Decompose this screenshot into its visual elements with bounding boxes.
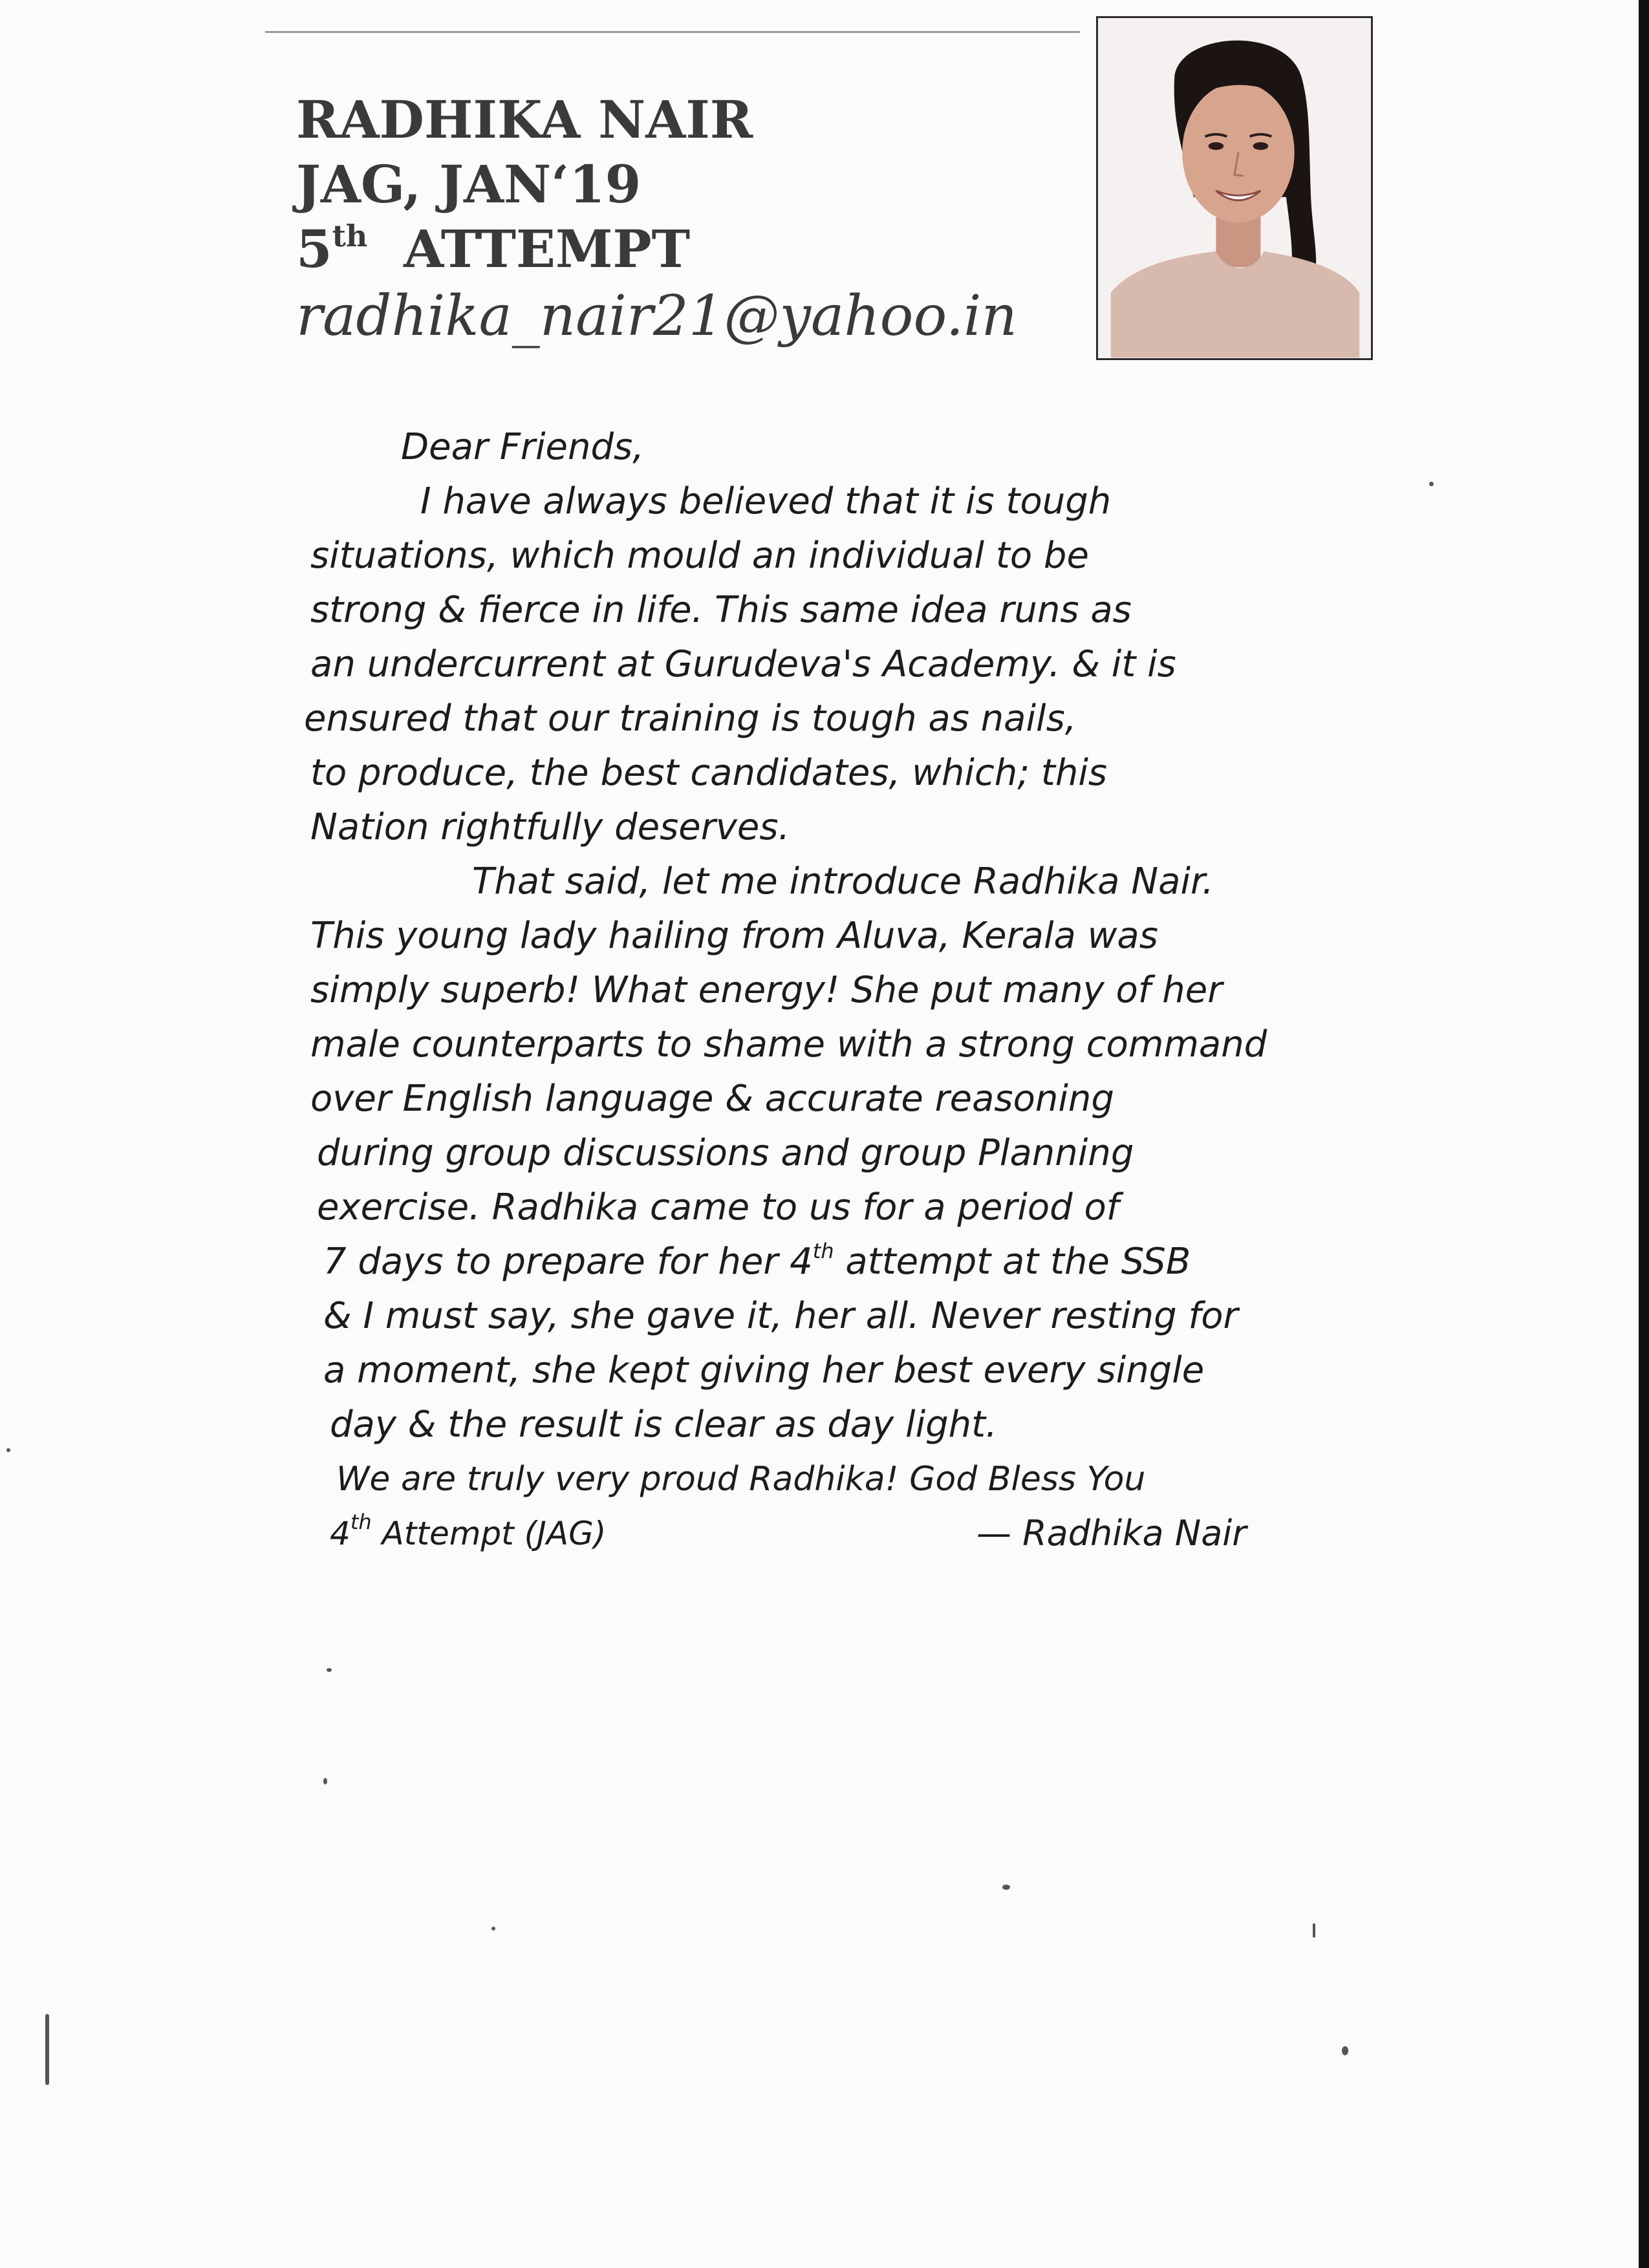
header-rule [265,31,1080,33]
letter-salutation: Dear Friends, [401,426,644,468]
signature-attempt: 4th Attempt (JAG) [330,1510,607,1552]
handwritten-letter [304,420,1449,1561]
scan-speck [491,1927,495,1931]
letter-line: situations, which mould an individual to be [310,535,1089,577]
signature-name: — Radhika Nair [976,1513,1247,1554]
letter-line: exercise. Radhika came to us for a period of [317,1186,1119,1228]
scan-speck [1002,1885,1010,1890]
letter-line: a moment, she kept giving her best every single [323,1349,1205,1391]
candidate-attempt: 5th ATTEMPT [296,219,691,279]
scan-speck [1429,482,1434,486]
letter-line: simply superb! What energy! She put many of her [310,969,1223,1011]
letter-line: That said, let me introduce Radhika Nair. [472,861,1214,903]
letter-line: over English language & accurate reasoning [310,1078,1114,1120]
letter-signature [304,1506,1449,1561]
letter-line: & I must say, she gave it, her all. Never resting for [323,1295,1238,1337]
letter-line: ensured that our training is tough as nails, [304,698,1077,740]
letter-line: Nation rightfully deserves. [310,806,790,848]
portrait-photo-icon [1098,18,1371,358]
letter-line: strong & fierce in life. This same idea runs as [310,589,1132,631]
candidate-batch: JAG, JAN‘19 [296,154,641,215]
scan-edge [1639,0,1649,2268]
scan-speck [6,1448,10,1452]
scan-speck [45,2014,49,2085]
candidate-header [296,87,1072,348]
letter-line: male counterparts to shame with a strong command [310,1023,1267,1065]
letter-line: an undercurrent at Gurudeva's Academy. & it is [310,643,1176,685]
candidate-name: RADHIKA NAIR [296,89,753,150]
letter-line: 7 days to prepare for her 4th attempt at the SSB [323,1239,1191,1283]
letter-line: to produce, the best candidates, which; this [310,752,1108,794]
scan-speck [327,1668,332,1672]
letter-line: I have always believed that it is tough [420,480,1112,522]
candidate-email: radhika_nair21@yahoo.in [296,284,1017,348]
letter-closing: We are truly very proud Radhika! God Bless You [336,1460,1146,1499]
scan-speck [323,1778,327,1784]
letter-line: This young lady hailing from Aluva, Kerala was [310,915,1158,957]
letter-line: day & the result is clear as day light. [330,1404,997,1446]
scan-speck [1342,2046,1348,2055]
portrait-photo [1096,16,1373,360]
letter-line: during group discussions and group Planning [317,1132,1134,1174]
scan-speck [1313,1923,1315,1938]
